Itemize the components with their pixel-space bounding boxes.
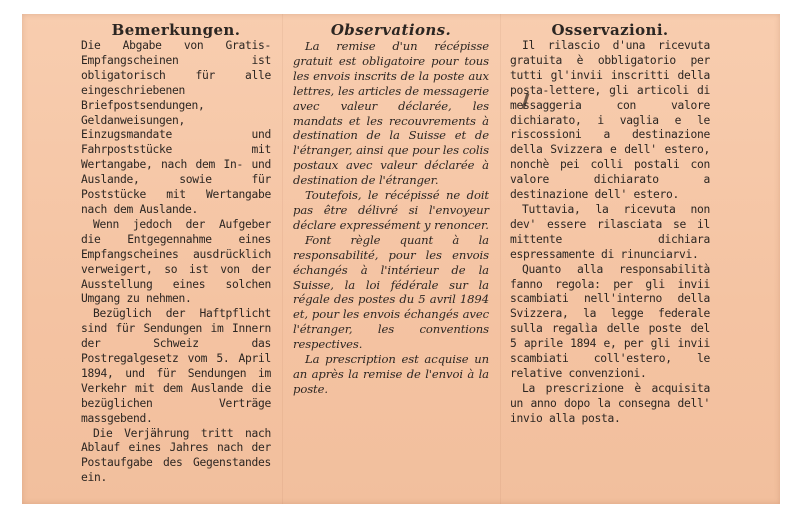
italian-paragraph-2: Tuttavia, la ricevuta non dev' essere rilasciata se il mittente dichiara espressamente di rinunciarvi. xyxy=(510,202,710,261)
german-paragraph-1: Die Abgabe von Gratis-Empfangscheinen ist obligatorisch für alle eingeschriebenen Briefpostsendungen, Geldanweisungen, Einzugsmandate und Fahrpoststücke mit Wertangabe, nach dem In- und Auslande, sowie für Poststücke mit Wertangabe nach dem Auslande. xyxy=(81,39,271,216)
german-paragraph-4: Die Verjährung tritt nach Ablauf eines Jahres nach der Postaufgabe des Gegenstandes ein. xyxy=(81,426,271,485)
german-paragraph-3: Bezüglich der Haftpflicht sind für Sendungen im Innern der Schweiz das Postregalgesetz vom 5. April 1894, und für Sendungen im Verkehr mit dem Auslande die bezüglichen Verträge massgebend. xyxy=(81,307,271,425)
french-paragraph-1: La remise d'un récépisse gratuit est obligatoire pour tous les envois inscrits de la poste aux lettres, les articles de messagerie avec valeur déclarée, les mandats et les recouvrements à destination de la Suisse et de l'étranger, ainsi que pour les colis postaux avec valeur déclarée à destination de l'étranger. xyxy=(293,39,489,188)
italian-paragraph-4: La prescrizione è acquisita un anno dopo la consegna dell' invio alla posta. xyxy=(510,381,710,425)
french-column xyxy=(293,22,489,397)
german-title: Bemerkungen. xyxy=(111,21,241,39)
fold-line xyxy=(282,14,283,504)
italian-title: Osservazioni. xyxy=(551,21,669,39)
italian-column xyxy=(510,22,710,427)
italian-paragraph-1: Il rilascio d'una ricevuta gratuita è obbligatorio per tutti gl'invii inscritti della posta-lettere, gli articoli di messaggeria con valore dichiarato, i vaglia e le riscossioni a destinazione della Svizzera e dell' estero, nonchè pei colli postali con valore dichiarato a destinazione dell' estero. xyxy=(510,39,710,202)
italian-paragraph-3: Quanto alla responsabilità fanno regola: per gli invii scambiati nell'interno della Svizzera, la legge federale sulla regalìa delle poste del 5 aprile 1894 e, per gli invii scambiati coll'estero, le relative convenzioni. xyxy=(510,262,710,380)
german-column xyxy=(81,22,271,486)
french-paragraph-3: Font règle quant à la responsabilité, pour les envois échangés à l'intérieur de la Suisse, la loi fédérale sur la régale des postes du 5 avril 1894 et, pour les envois échangés avec l'étranger, les conventions respectives. xyxy=(293,232,489,352)
french-title: Observations. xyxy=(330,21,452,39)
german-paragraph-2: Wenn jedoch der Aufgeber die Entgegennahme eines Empfangscheines ausdrücklich verweigert, so ist von der Ausstellung eines solchen Umgang zu nehmen. xyxy=(81,217,271,306)
fold-line xyxy=(500,14,501,504)
french-paragraph-4: La prescription est acquise un an après la remise de l'envoi à la poste. xyxy=(293,352,489,396)
french-paragraph-2: Toutefois, le récépissé ne doit pas être délivré si l'envoyeur déclare expressément y renoncer. xyxy=(293,188,489,232)
